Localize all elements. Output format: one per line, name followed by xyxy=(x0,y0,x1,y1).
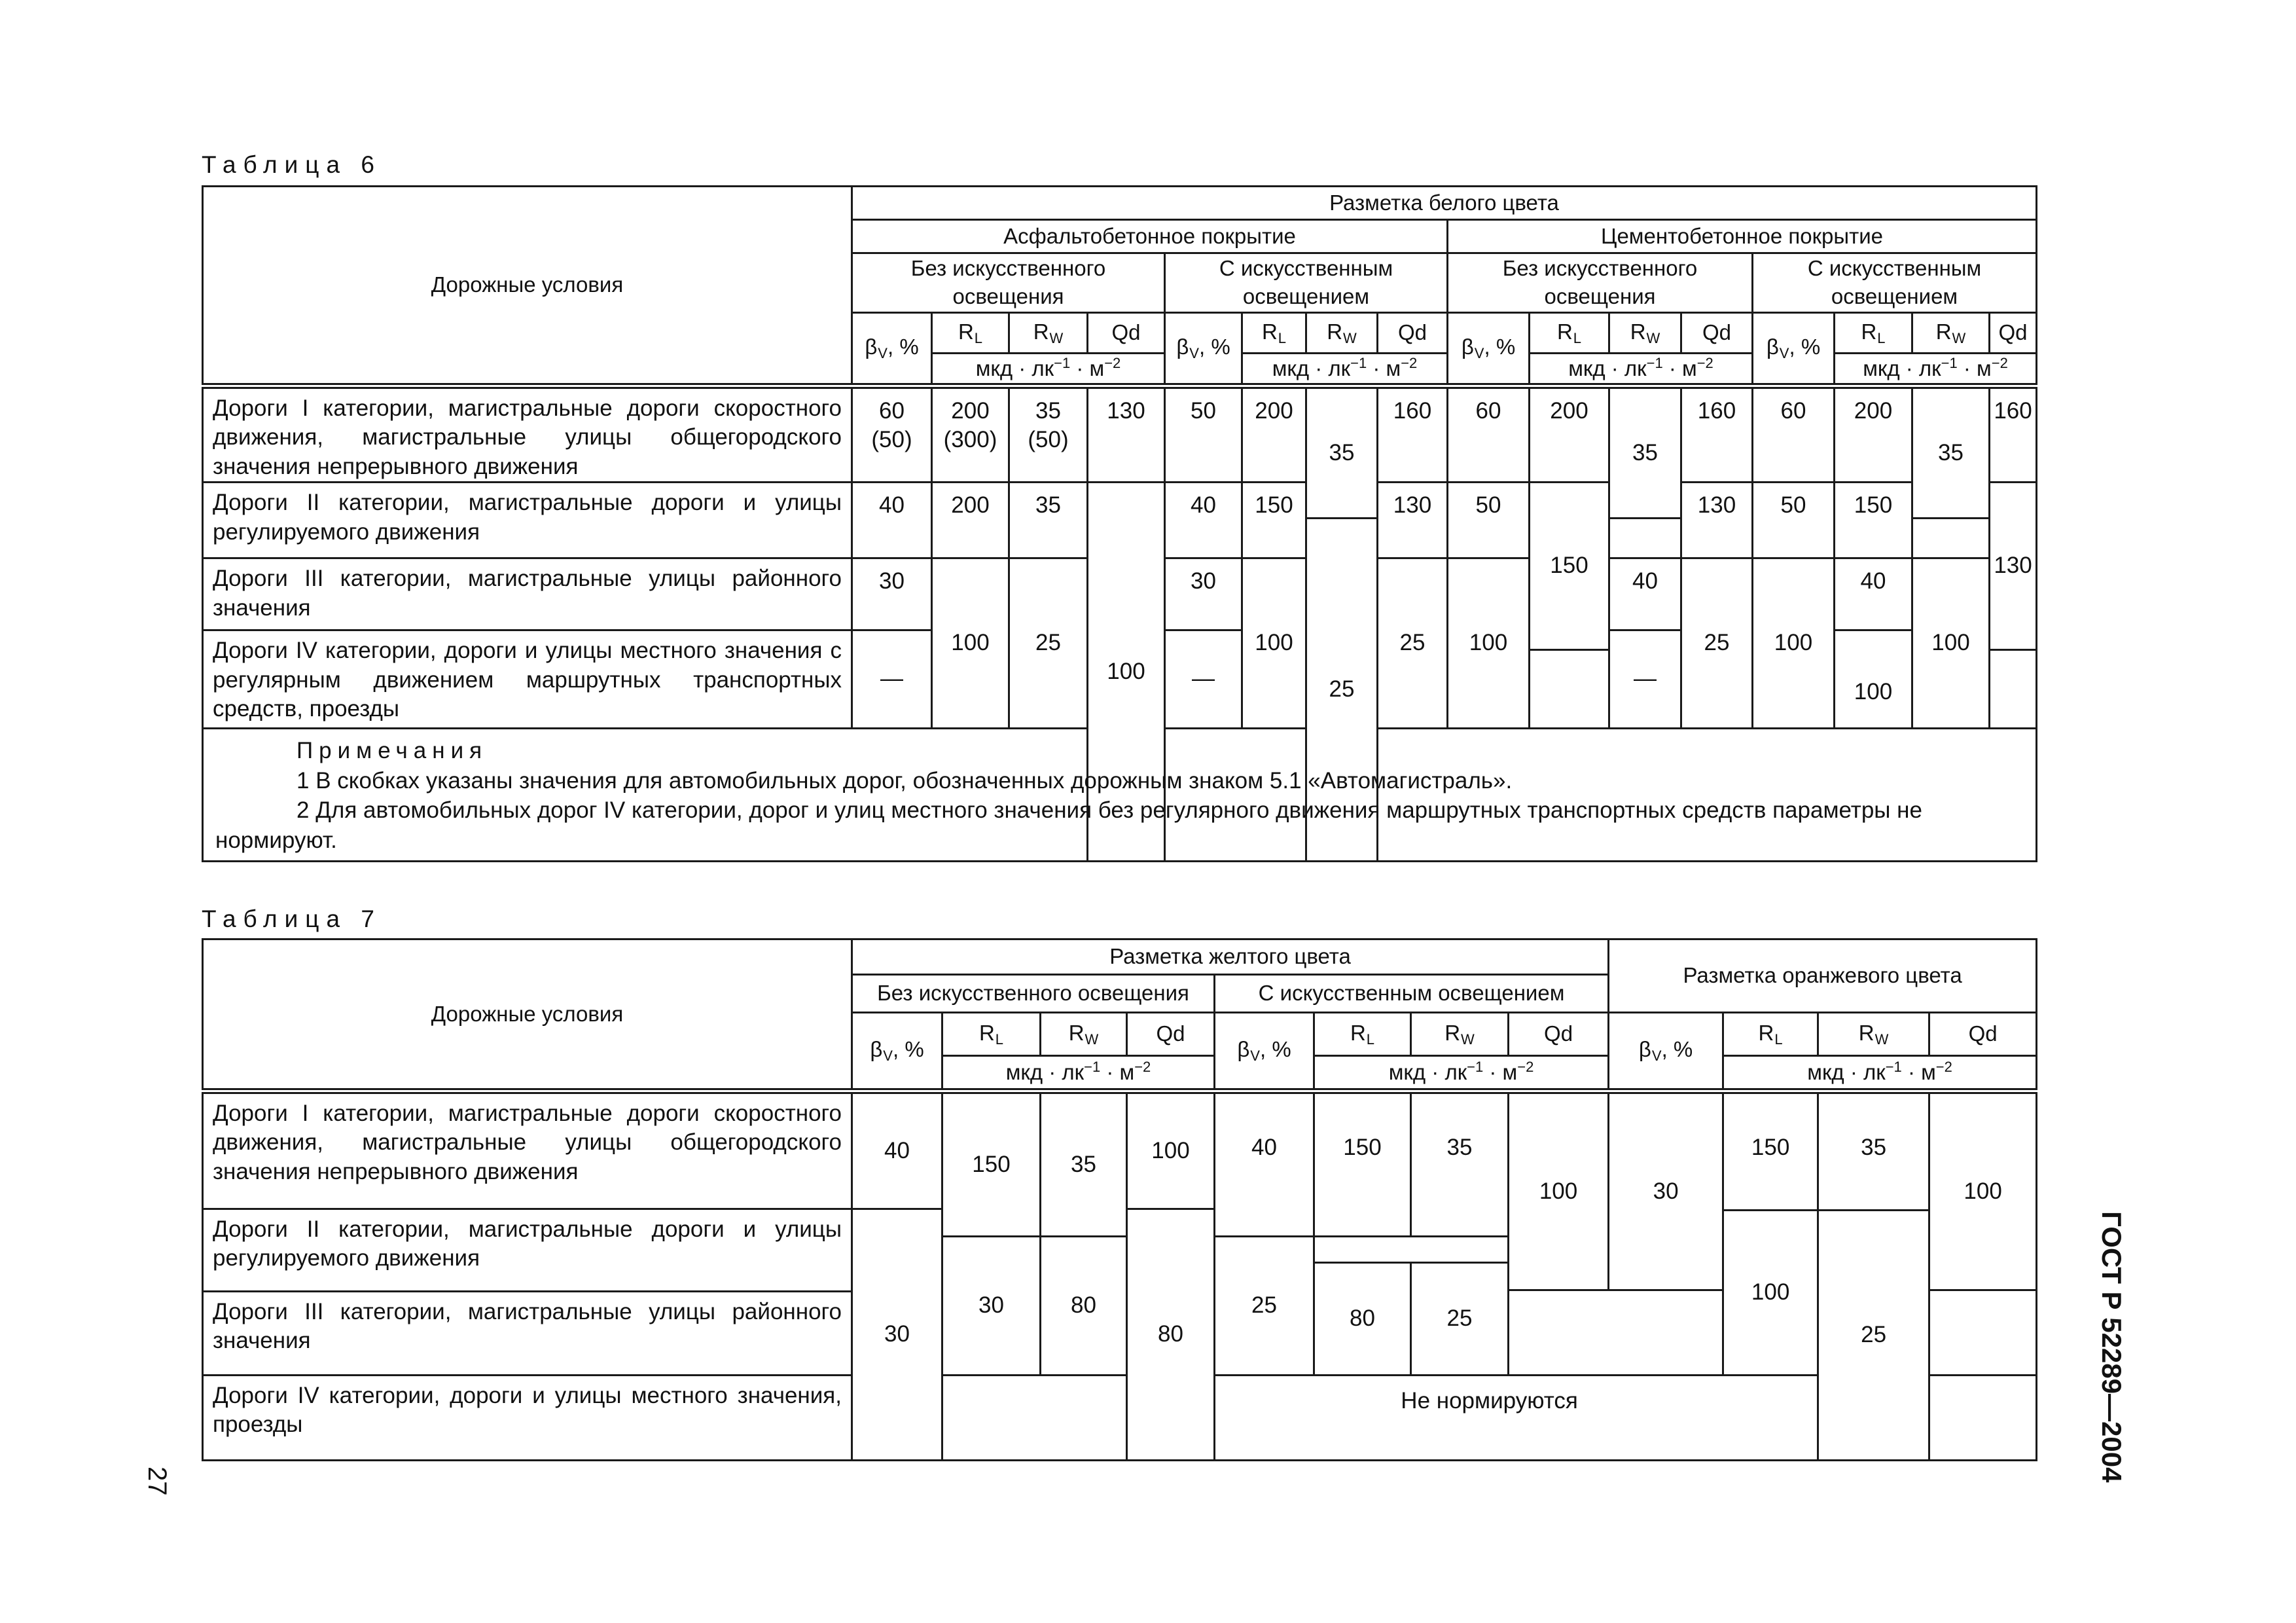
value-cell: — xyxy=(1609,630,1681,729)
value-cell: 25 xyxy=(1306,519,1378,862)
note-2: 2 Для автомобильных дорог IV категории, дорог и улиц местного значения без регулярного движения маршрутных транспортных средств параметры не нормируют. xyxy=(215,797,1922,853)
value-cell: 80 xyxy=(1041,1237,1127,1376)
header-beta-v: $\beta_V$, % xyxy=(1753,313,1835,386)
value-cell: 150 xyxy=(1723,1091,1818,1211)
header-beta-v: $\beta_V$, % xyxy=(1448,313,1530,386)
header-cement: Цементобетонное покрытие xyxy=(1448,220,2037,253)
value-cell: 100 xyxy=(1242,558,1306,729)
header-beta-v: $\beta_V$, % xyxy=(1215,1013,1314,1091)
value-cell: 200 xyxy=(1242,386,1306,482)
table7-caption: Таблица 7 xyxy=(202,905,382,932)
table-7 xyxy=(202,938,2037,1461)
header-road-conditions: Дорожные условия xyxy=(203,187,852,386)
value-cell: 200 xyxy=(1530,386,1609,482)
value-cell: 130 xyxy=(1990,483,2037,650)
header-qd: Qd xyxy=(1088,313,1165,354)
header-beta-v: $\beta_V$, % xyxy=(1165,313,1242,386)
value-cell: 25 xyxy=(1378,558,1448,729)
header-rl: $R_L$ xyxy=(1242,313,1306,354)
road-condition-row-1: Дороги I категории, магистральные дороги скоростного движения, магистральные улицы общегородского значения непрерывного движения xyxy=(203,1091,852,1209)
value-cell: 100 xyxy=(1088,483,1165,862)
value-cell: 40 xyxy=(1835,558,1912,630)
value-cell: 80 xyxy=(1314,1263,1411,1376)
header-no-light: Без искусственного освещения xyxy=(1448,253,1753,313)
value-cell: — xyxy=(852,630,932,729)
table6-caption: Таблица 6 xyxy=(202,151,382,178)
value-cell: 35 xyxy=(1306,386,1378,518)
header-units: мкд · $лк^{-1} \cdot м^{-2}$ xyxy=(1530,354,1753,386)
value-cell: 100 xyxy=(1448,558,1530,729)
value-cell: 100 xyxy=(1912,558,1990,729)
header-rw: $R_W$ xyxy=(1912,313,1990,354)
value-cell: 160 xyxy=(1378,386,1448,482)
value-cell: 150 xyxy=(1314,1091,1411,1237)
header-rl: $R_L$ xyxy=(1530,313,1609,354)
value-cell: 200 xyxy=(1835,386,1912,482)
value-cell: 100 xyxy=(1835,630,1912,729)
road-condition-row-4: Дороги IV категории, дороги и улицы местного значения с регулярным движением маршрутных транспортных средств, проезды xyxy=(203,630,852,729)
road-condition-row-2: Дороги II категории, магистральные дороги и улицы регулируемого движения xyxy=(203,1209,852,1292)
notes-title: Примечания xyxy=(296,738,488,764)
header-yellow-marking: Разметка желтого цвета xyxy=(852,939,1609,975)
header-rw: $R_W$ xyxy=(1306,313,1378,354)
header-rl: $R_L$ xyxy=(1723,1013,1818,1056)
header-units: мкд · $лк^{-1} \cdot м^{-2}$ xyxy=(1723,1056,2037,1091)
value-cell: 150 xyxy=(942,1091,1041,1237)
value-cell: 150 xyxy=(1530,483,1609,650)
header-no-light: Без искусственного освещения xyxy=(852,975,1215,1013)
standard-designation: ГОСТ Р 52289—2004 xyxy=(2096,1211,2127,1483)
header-rl: $R_L$ xyxy=(1314,1013,1411,1056)
header-white-marking: Разметка белого цвета xyxy=(852,187,2037,220)
value-cell: 40 xyxy=(852,483,932,558)
value-cell: 40 xyxy=(1165,483,1242,558)
header-units: мкд · $лк^{-1} \cdot м^{-2}$ xyxy=(1242,354,1448,386)
value-cell: 40 xyxy=(852,1091,942,1209)
value-cell: 40 xyxy=(1609,558,1681,630)
header-with-light: С искусственным освещением xyxy=(1215,975,1609,1013)
value-cell: 130 xyxy=(1378,483,1448,558)
value-cell: 25 xyxy=(1818,1211,1929,1461)
header-qd: Qd xyxy=(1127,1013,1215,1056)
header-rw: $R_W$ xyxy=(1818,1013,1929,1056)
header-qd: Qd xyxy=(1681,313,1753,354)
header-qd: Qd xyxy=(1509,1013,1609,1056)
value-cell: 35 xyxy=(1912,386,1990,518)
header-units: мкд · $лк^{-1} \cdot м^{-2}$ xyxy=(932,354,1165,386)
value-cell: 35 xyxy=(1609,386,1681,518)
road-condition-row-3: Дороги III категории, магистральные улицы районного значения xyxy=(203,1292,852,1376)
value-cell: 25 xyxy=(1411,1263,1509,1376)
value-cell: 50 xyxy=(1448,483,1530,558)
value-cell: 200 xyxy=(932,483,1009,558)
value-cell: 130 xyxy=(1088,386,1165,482)
value-cell: 50 xyxy=(1165,386,1242,482)
value-cell: 40 xyxy=(1215,1091,1314,1237)
header-rw: $R_W$ xyxy=(1411,1013,1509,1056)
header-qd: Qd xyxy=(1929,1013,2037,1056)
road-condition-row-3: Дороги III категории, магистральные улицы районного значения xyxy=(203,558,852,630)
not-normalized-cell: Не нормируются xyxy=(942,1376,2037,1461)
header-units: мкд · $лк^{-1} \cdot м^{-2}$ xyxy=(942,1056,1215,1091)
value-cell: 35 xyxy=(1041,1091,1127,1237)
header-rw: $R_W$ xyxy=(1009,313,1088,354)
value-cell: 50 xyxy=(1753,483,1835,558)
value-cell: 30 xyxy=(852,558,932,630)
header-rl: $R_L$ xyxy=(1835,313,1912,354)
value-cell: 60 xyxy=(1448,386,1530,482)
header-rl: $R_L$ xyxy=(942,1013,1041,1056)
value-cell: 100 xyxy=(1127,1091,1215,1209)
value-cell: 80 xyxy=(1127,1209,1215,1461)
value-cell: — xyxy=(1165,630,1242,729)
header-qd: Qd xyxy=(1990,313,2037,354)
header-units: мкд · $лк^{-1} \cdot м^{-2}$ xyxy=(1835,354,2037,386)
value-cell: 35 xyxy=(1009,483,1088,558)
value-cell: 160 xyxy=(1990,386,2037,482)
header-with-light: С искусственным освещением xyxy=(1753,253,2037,313)
road-condition-row-2: Дороги II категории, магистральные дороги и улицы регулируемого движения xyxy=(203,483,852,558)
header-beta-v: $\beta_V$, % xyxy=(852,1013,942,1091)
notes xyxy=(203,729,2037,862)
header-no-light: Без искусственного освещения xyxy=(852,253,1165,313)
header-road-conditions: Дорожные условия xyxy=(203,939,852,1091)
header-with-light: С искусственным освещением xyxy=(1165,253,1448,313)
value-cell: 150 xyxy=(1835,483,1912,558)
header-units: мкд · $лк^{-1} \cdot м^{-2}$ xyxy=(1314,1056,1609,1091)
value-cell: 30 xyxy=(1609,1091,1723,1290)
road-condition-row-1: Дороги I категории, магистральные дороги скоростного движения, магистральные улицы общегородского значения непрерывного движения xyxy=(203,386,852,482)
header-beta-v: $\beta_V$, % xyxy=(852,313,932,386)
value-cell: 100 xyxy=(1723,1211,1818,1376)
value-cell: 25 xyxy=(1681,558,1753,729)
value-cell: 100 xyxy=(1509,1091,1609,1290)
header-qd: Qd xyxy=(1378,313,1448,354)
value-cell: 30 xyxy=(852,1209,942,1461)
value-cell: 35 xyxy=(1818,1091,1929,1211)
value-cell: 130 xyxy=(1681,483,1753,558)
value-cell: 60 (50) xyxy=(852,386,932,482)
value-cell: 200 (300) xyxy=(932,386,1009,482)
note-1: 1 В скобках указаны значения для автомобильных дорог, обозначенных дорожным знаком 5.1 «Автомагистраль». xyxy=(296,767,1513,793)
header-asphalt: Асфальтобетонное покрытие xyxy=(852,220,1448,253)
value-cell: 100 xyxy=(1753,558,1835,729)
value-cell: 160 xyxy=(1681,386,1753,482)
table-6 xyxy=(202,185,2037,862)
value-cell: 100 xyxy=(932,558,1009,729)
header-orange-marking: Разметка оранжевого цвета xyxy=(1609,939,2037,1013)
header-rw: $R_W$ xyxy=(1041,1013,1127,1056)
value-cell: 150 xyxy=(1242,483,1306,558)
value-cell: 35 (50) xyxy=(1009,386,1088,482)
value-cell: 30 xyxy=(1165,558,1242,630)
page-number: 27 xyxy=(143,1467,171,1496)
value-cell: 60 xyxy=(1753,386,1835,482)
road-condition-row-4: Дороги IV категории, дороги и улицы местного значения, проезды xyxy=(203,1376,852,1461)
value-cell: 30 xyxy=(942,1237,1041,1376)
value-cell: 35 xyxy=(1411,1091,1509,1237)
value-cell: 100 xyxy=(1929,1091,2037,1290)
header-beta-v: $\beta_V$, % xyxy=(1609,1013,1723,1091)
value-cell: 25 xyxy=(1215,1237,1314,1376)
value-cell: 25 xyxy=(1009,558,1088,729)
header-rw: $R_W$ xyxy=(1609,313,1681,354)
header-rl: $R_L$ xyxy=(932,313,1009,354)
